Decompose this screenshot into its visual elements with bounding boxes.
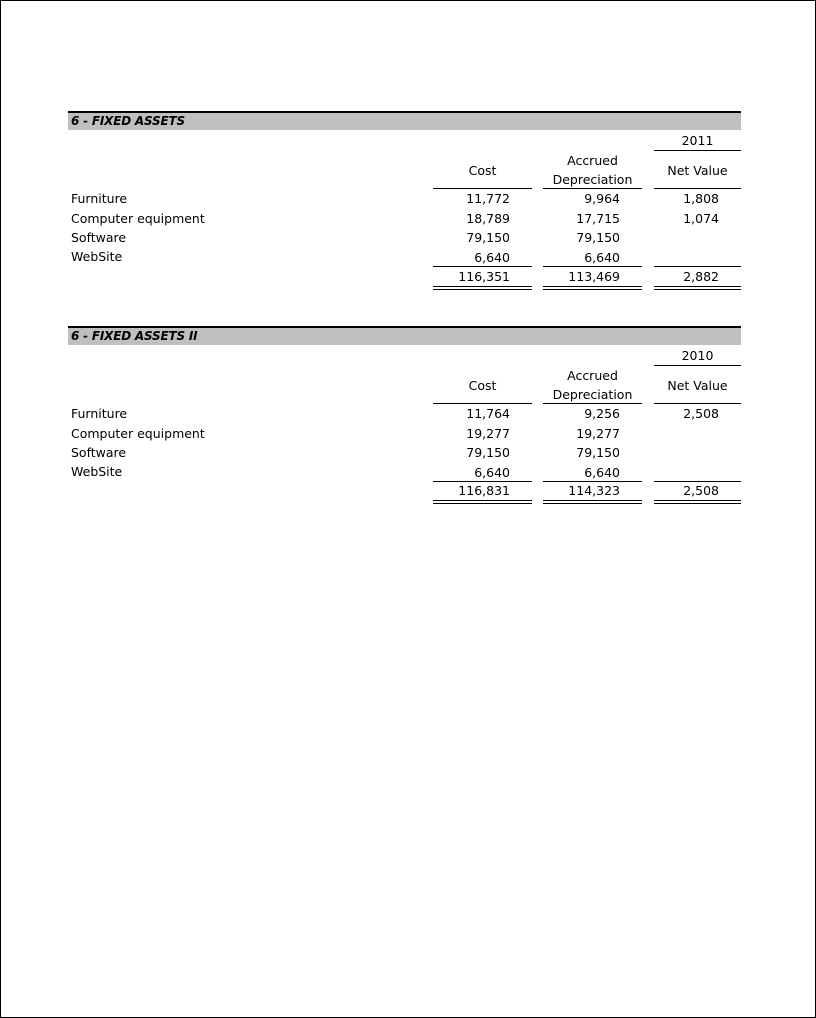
total-cost: 116,831	[458, 483, 510, 498]
year-underline	[654, 150, 741, 151]
cost-header: Cost	[468, 163, 497, 178]
header-underline	[433, 403, 532, 404]
depreciation-value: 19,277	[576, 426, 620, 441]
fixed-assets-ii-section	[68, 326, 741, 526]
double-underline	[654, 286, 741, 290]
row-label: Software	[71, 230, 127, 245]
year-underline	[654, 365, 741, 366]
row-label: Furniture	[71, 406, 128, 421]
double-underline	[433, 286, 532, 290]
section-title: 6 - FIXED ASSETS II	[68, 326, 741, 345]
row-label: Software	[71, 445, 127, 460]
depreciation-value: 9,964	[584, 191, 620, 206]
row-label: WebSite	[71, 249, 123, 264]
year-header: 2010	[681, 348, 714, 363]
cost-value: 11,772	[466, 191, 510, 206]
header-underline	[543, 188, 642, 189]
depreciation-value: 6,640	[584, 250, 620, 265]
depreciation-header: Depreciation	[552, 172, 633, 187]
header-underline	[543, 403, 642, 404]
fixed-assets-section	[68, 111, 741, 311]
net-value: 1,074	[683, 211, 719, 226]
net-value: 1,808	[683, 191, 719, 206]
cost-value: 79,150	[466, 445, 510, 460]
row-label: Computer equipment	[71, 426, 205, 441]
total-line	[654, 266, 741, 267]
cost-value: 6,640	[474, 465, 510, 480]
depreciation-value: 9,256	[584, 406, 620, 421]
total-line	[654, 481, 741, 482]
depreciation-value: 6,640	[584, 465, 620, 480]
cost-value: 18,789	[466, 211, 510, 226]
total-net-value: 2,882	[683, 269, 719, 284]
row-label: WebSite	[71, 464, 123, 479]
depreciation-header: Depreciation	[552, 387, 633, 402]
depreciation-value: 17,715	[576, 211, 620, 226]
net-value-header: Net Value	[667, 378, 728, 393]
total-line	[433, 481, 532, 482]
cost-value: 11,764	[466, 406, 510, 421]
total-depreciation: 114,323	[568, 483, 620, 498]
header-underline	[433, 188, 532, 189]
total-line	[433, 266, 532, 267]
cost-header: Cost	[468, 378, 497, 393]
total-depreciation: 113,469	[568, 269, 620, 284]
net-value-header: Net Value	[667, 163, 728, 178]
cost-value: 79,150	[466, 230, 510, 245]
depreciation-value: 79,150	[576, 445, 620, 460]
total-line	[543, 266, 642, 267]
row-label: Furniture	[71, 191, 128, 206]
total-line	[543, 481, 642, 482]
double-underline	[543, 500, 642, 504]
total-net-value: 2,508	[683, 483, 719, 498]
double-underline	[543, 286, 642, 290]
accrued-header: Accrued	[567, 153, 618, 168]
header-underline	[654, 403, 741, 404]
accrued-header: Accrued	[567, 368, 618, 383]
total-cost: 116,351	[458, 269, 510, 284]
net-value: 2,508	[683, 406, 719, 421]
row-label: Computer equipment	[71, 211, 205, 226]
cost-value: 6,640	[474, 250, 510, 265]
double-underline	[433, 500, 532, 504]
cost-value: 19,277	[466, 426, 510, 441]
year-header: 2011	[681, 133, 714, 148]
section-title: 6 - FIXED ASSETS	[68, 111, 741, 130]
header-underline	[654, 188, 741, 189]
depreciation-value: 79,150	[576, 230, 620, 245]
double-underline	[654, 500, 741, 504]
